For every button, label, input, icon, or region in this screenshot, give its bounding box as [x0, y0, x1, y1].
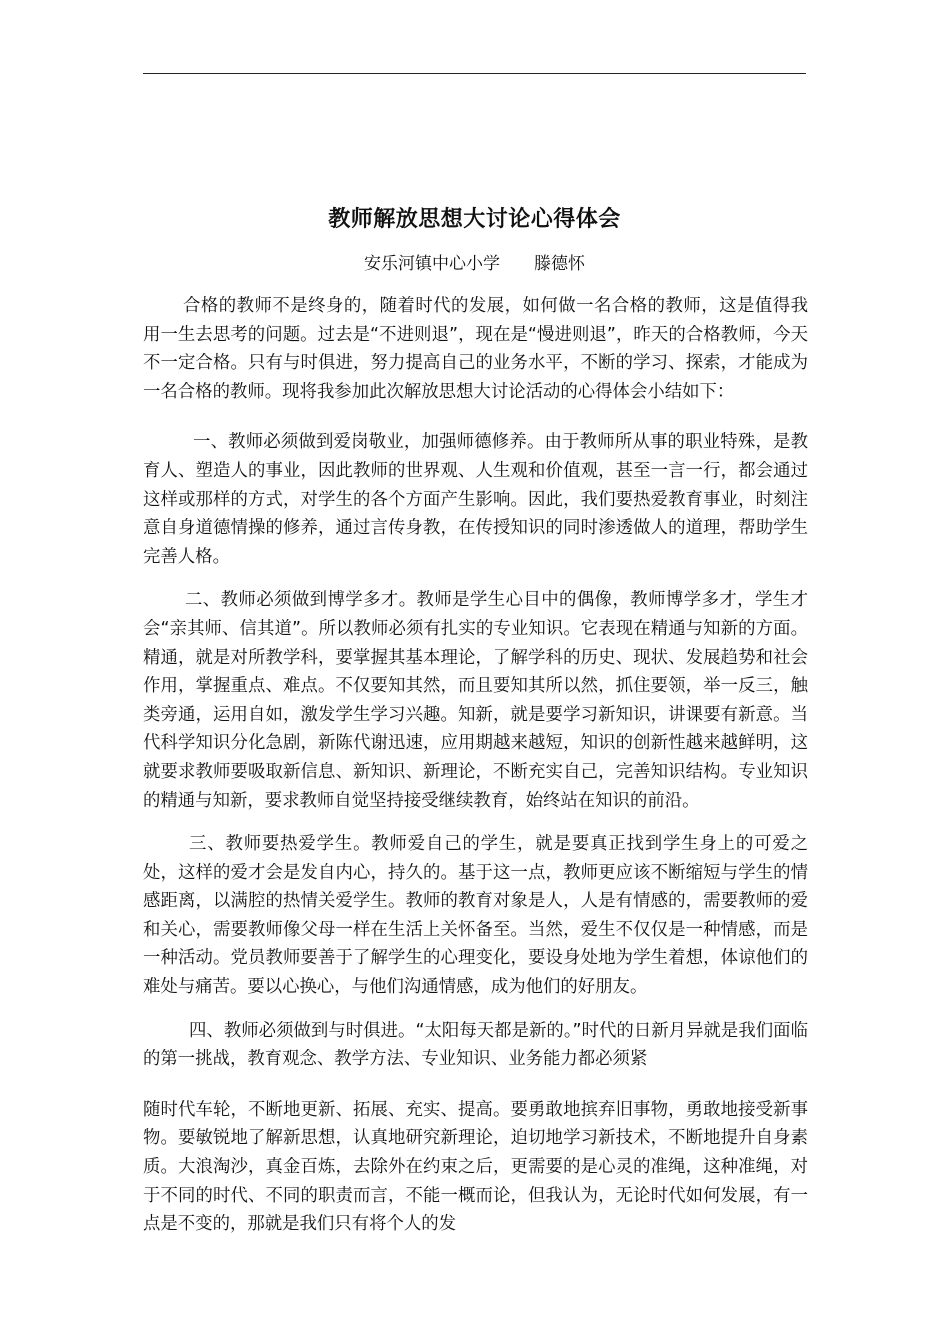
paragraph-section-4: 四、教师必须做到与时俱进。“太阳每天都是新的。”时代的日新月异就是我们面临的第一挑战，教育观念、教学方法、专业知识、业务能力都必须紧 [143, 1020, 808, 1070]
document-title: 教师解放思想大讨论心得体会 [328, 207, 621, 232]
author-organization: 安乐河镇中心小学 [364, 254, 500, 274]
paragraph-section-3: 三、教师要热爱学生。教师爱自己的学生，就是要真正找到学生身上的可爱之处，这样的爱才会是发自内心，持久的。基于这一点，教师更应该不断缩短与学生的情感距离，以满腔的热情关爱学生。教师的教育对象是人，人是有情感的，需要教师的爱和关心，需要教师像父母一样在生活上关怀备至。当然，爱生不仅仅是一种情感，而是一种活动。党员教师要善于了解学生的心理变化，要设身处地为学生着想，体谅他们的难处与痛苦。要以心换心，与他们沟通情感，成为他们的好朋友。 [143, 834, 808, 998]
document-body [143, 292, 808, 1239]
paragraph-intro: 合格的教师不是终身的，随着时代的发展，如何做一名合格的教师，这是值得我用一生去思考的问题。过去是“不进则退”，现在是“慢进则退”，昨天的合格教师，今天不一定合格。只有与时俱进，努力提高自己的业务水平，不断的学习、探索，才能成为一名合格的教师。现将我参加此次解放思想大讨论活动的心得体会小结如下： [143, 296, 808, 402]
author-name: 滕德怀 [534, 254, 585, 274]
paragraph-section-1: 一、教师必须做到爱岗敬业，加强师德修养。由于教师所从事的职业特殊，是教育人、塑造人的事业，因此教师的世界观、人生观和价值观，甚至一言一行，都会通过这样或那样的方式，对学生的各个方面产生影响。因此，我们要热爱教育事业，时刻注意自身道德情操的修养，通过言传身教，在传授知识的同时渗透做人的道理，帮助学生完善人格。 [143, 432, 808, 567]
paragraph-section-4-continued: 随时代车轮，不断地更新、拓展、充实、提高。要勇敢地摈弃旧事物，勇敢地接受新事物。要敏锐地了解新思想，认真地研究新理论，迫切地学习新技术，不断地提升自身素质。大浪淘沙，真金百炼，去除外在约束之后，更需要的是心灵的准绳，这种准绳，对于不同的时代、不同的职责而言，不能一概而论，但我认为，无论时代如何发展，有一点是不变的，那就是我们只有将个人的发 [143, 1099, 808, 1235]
paragraph-section-2: 二、教师必须做到博学多才。教师是学生心目中的偶像，教师博学多才，学生才会“亲其师、信其道”。所以教师必须有扎实的专业知识。它表现在精通与知新的方面。精通，就是对所教学科，要掌握其基本理论，了解学科的历史、现状、发展趋势和社会作用，掌握重点、难点。不仅要知其然，而且要知其所以然，抓住要领，举一反三，触类旁通，运用自如，激发学生学习兴趣。知新，就是要学习新知识，讲课要有新意。当代科学知识分化急剧，新陈代谢迅速，应用期越来越短，知识的创新性越来越鲜明，这就要求教师要吸取新信息、新知识、新理论，不断充实自己，完善知识结构。专业知识的精通与知新，要求教师自觉坚持接受继续教育，始终站在知识的前沿。 [143, 590, 808, 811]
header-rule [143, 73, 806, 74]
author-byline [143, 250, 806, 278]
